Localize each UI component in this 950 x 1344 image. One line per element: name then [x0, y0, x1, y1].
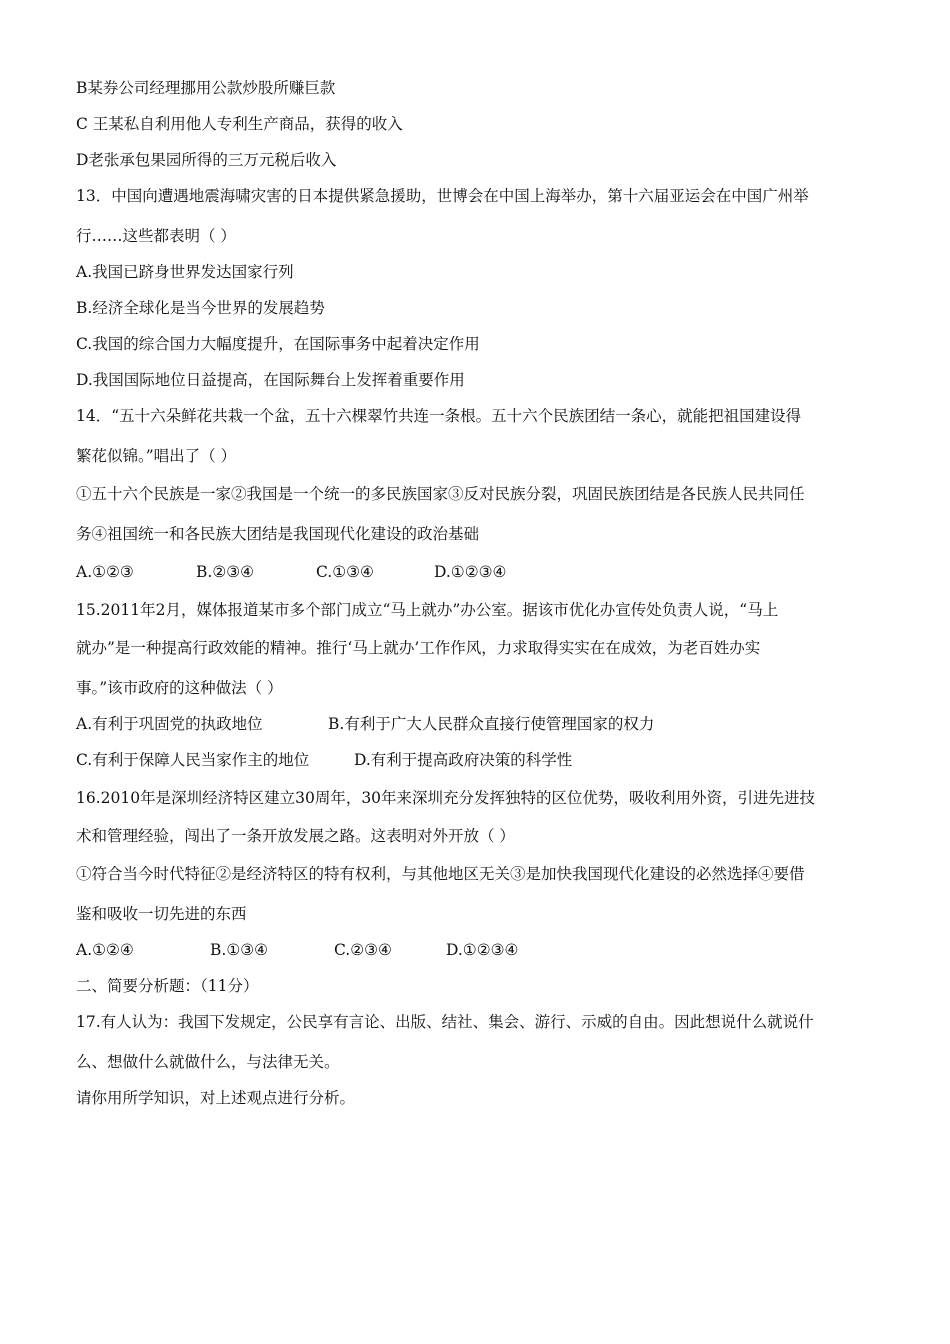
- question-14-line-4: 务④祖国统一和各民族大团结是我国现代化建设的政治基础: [76, 525, 480, 543]
- question-13-option-d: D.我国国际地位日益提高，在国际舞台上发挥着重要作用: [76, 371, 465, 389]
- question-14-option-c: C.①③④: [316, 563, 374, 581]
- question-14-line-1: 14．“五十六朵鲜花共栽一个盆，五十六棵翠竹共连一条根。五十六个民族团结一条心，就能把祖国建设得: [76, 407, 802, 425]
- option-b-line: B某券公司经理挪用公款炒股所赚巨款: [76, 79, 336, 97]
- section-heading-analysis: 二、简要分析题：（11分）: [76, 977, 259, 995]
- question-16-option-a: A.①②④: [76, 941, 134, 959]
- question-14-option-a: A.①②③: [76, 563, 134, 581]
- question-16-line-3: ①符合当今时代特征②是经济特区的特有权利，与其他地区无关③是加快我国现代化建设的必然选择④要借: [76, 865, 805, 883]
- question-13-line-1: 13．中国向遭遇地震海啸灾害的日本提供紧急援助，世博会在中国上海举办，第十六届亚运会在中国广州举: [76, 187, 809, 205]
- question-17-line-3: 请你用所学知识，对上述观点进行分析。: [76, 1089, 356, 1107]
- question-14-line-3: ①五十六个民族是一家②我国是一个统一的多民族国家③反对民族分裂，巩固民族团结是各民族人民共同任: [76, 485, 805, 503]
- question-14-option-b: B.②③④: [196, 563, 255, 581]
- question-13-line-2: 行……这些都表明（ ）: [76, 227, 236, 245]
- question-16-options: [76, 940, 878, 960]
- question-15-option-a: A.有利于巩固党的执政地位: [76, 715, 263, 733]
- question-15-option-c: C.有利于保障人民当家作主的地位: [76, 751, 310, 769]
- question-15-options-row-1: [76, 714, 878, 734]
- question-17-line-1: 17.有人认为：我国下发规定，公民享有言论、出版、结社、集会、游行、示威的自由。因此想说什么就说什: [76, 1013, 814, 1031]
- question-15-options-row-2: [76, 750, 878, 770]
- question-14-line-2: 繁花似锦。”唱出了（ ）: [76, 447, 237, 465]
- question-15-option-b: B.有利于广大人民群众直接行使管理国家的权力: [328, 715, 655, 733]
- question-16-option-c: C.②③④: [334, 941, 392, 959]
- option-d-line: D老张承包果园所得的三万元税后收入: [76, 151, 337, 169]
- question-16-line-2: 术和管理经验，闯出了一条开放发展之路。这表明对外开放（ ）: [76, 827, 515, 845]
- question-15-line-1: 15.2011年2月，媒体报道某市多个部门成立“马上就办”办公室。据该市优化办宣传处负责人说，“马上: [76, 601, 779, 619]
- question-16-option-b: B.①③④: [210, 941, 269, 959]
- option-c-line: C 王某私自利用他人专利生产商品，获得的收入: [76, 115, 403, 133]
- question-16-option-d: D.①②③④: [446, 941, 519, 959]
- question-17-line-2: 么、想做什么就做什么，与法律无关。: [76, 1053, 340, 1071]
- question-13-option-a: A.我国已跻身世界发达国家行列: [76, 263, 294, 281]
- question-13-option-c: C.我国的综合国力大幅度提升，在国际事务中起着决定作用: [76, 335, 480, 353]
- question-16-line-1: 16.2010年是深圳经济特区建立30周年，30年来深圳充分发挥独特的区位优势，吸收利用外资，引进先进技: [76, 789, 816, 807]
- question-16-line-4: 鉴和吸收一切先进的东西: [76, 905, 247, 923]
- question-15-option-d: D.有利于提高政府决策的科学性: [354, 751, 573, 769]
- question-15-line-3: 事。”该市政府的这种做法（ ）: [76, 679, 283, 697]
- question-13-option-b: B.经济全球化是当今世界的发展趋势: [76, 299, 325, 317]
- question-14-option-d: D.①②③④: [434, 563, 507, 581]
- question-15-line-2: 就办”是一种提高行政效能的精神。推行‘马上就办’工作作风，力求取得实实在在成效，为老百姓办实: [76, 639, 761, 657]
- question-14-options: [76, 562, 878, 582]
